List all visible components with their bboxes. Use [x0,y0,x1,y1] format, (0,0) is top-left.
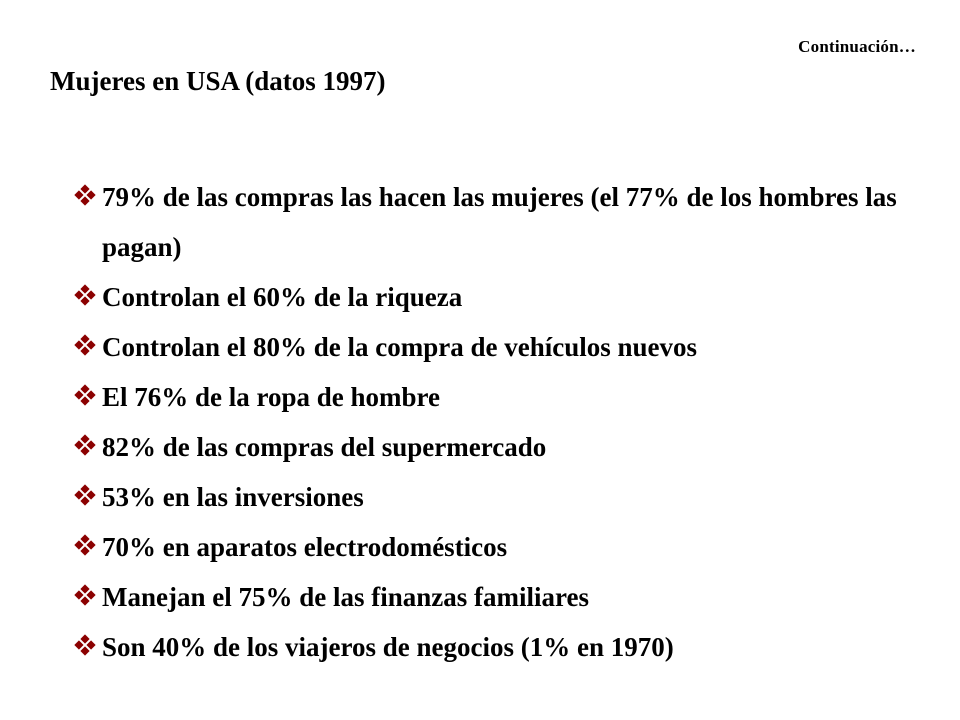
bullet-item [74,372,914,422]
diamond-petal [80,196,89,205]
diamond-petal [80,584,89,593]
bullet-item [74,322,914,372]
bullet-text: 70% en aparatos electrodomésticos [102,532,508,562]
bullet-item [74,622,914,672]
four-diamond-bullet-icon [74,572,102,622]
continuation-label: Continuación… [798,37,916,56]
bullet-item [74,272,914,322]
diamond-petal [80,646,89,655]
four-diamond-bullet-icon [74,472,102,522]
four-diamond-bullet-icon-graphic [74,434,96,456]
diamond-petal [86,440,95,449]
bullet-text: Manejan el 75% de las finanzas familiares [102,582,589,612]
diamond-petal [80,284,89,293]
diamond-petal [86,190,95,199]
four-diamond-bullet-icon-graphic [74,634,96,656]
diamond-petal [80,446,89,455]
bullet-item [74,522,914,572]
bullet-item [74,472,914,522]
diamond-petal [80,534,89,543]
diamond-petal [86,290,95,299]
diamond-petal [74,390,83,399]
diamond-petal [74,590,83,599]
diamond-petal [80,334,89,343]
diamond-petal [74,640,83,649]
diamond-petal [86,640,95,649]
four-diamond-bullet-icon [74,272,102,322]
four-diamond-bullet-icon-graphic [74,384,96,406]
four-diamond-bullet-icon [74,322,102,372]
four-diamond-bullet-icon-graphic [74,284,96,306]
diamond-petal [86,390,95,399]
four-diamond-bullet-icon [74,372,102,422]
diamond-petal [74,540,83,549]
diamond-petal [80,596,89,605]
diamond-petal [80,434,89,443]
bullet-text: 82% de las compras del supermercado [102,432,547,462]
four-diamond-bullet-icon [74,522,102,572]
diamond-petal [80,396,89,405]
diamond-petal [86,590,95,599]
bullet-text: Son 40% de los viajeros de negocios (1% en 1970) [102,632,674,662]
bullet-list [74,172,914,672]
diamond-petal [86,540,95,549]
bullet-text: Controlan el 80% de la compra de vehículos nuevos [102,332,698,362]
diamond-petal [80,484,89,493]
bullet-text: El 76% de la ropa de hombre [102,382,441,412]
diamond-petal [86,490,95,499]
four-diamond-bullet-icon-graphic [74,534,96,556]
diamond-petal [74,340,83,349]
diamond-petal [74,190,83,199]
bullet-item [74,422,914,472]
diamond-petal [80,634,89,643]
four-diamond-bullet-icon [74,622,102,672]
slide-title: Mujeres en USA (datos 1997) [50,66,386,96]
four-diamond-bullet-icon-graphic [74,584,96,606]
bullet-text: Controlan el 60% de la riqueza [102,282,463,312]
four-diamond-bullet-icon-graphic [74,184,96,206]
diamond-petal [80,384,89,393]
diamond-petal [80,496,89,505]
bullet-text: 53% en las inversiones [102,482,364,512]
four-diamond-bullet-icon [74,422,102,472]
diamond-petal [80,184,89,193]
diamond-petal [80,296,89,305]
bullet-item [74,172,914,272]
four-diamond-bullet-icon-graphic [74,484,96,506]
bullet-item [74,572,914,622]
diamond-petal [80,346,89,355]
diamond-petal [74,290,83,299]
four-diamond-bullet-icon [74,172,102,222]
diamond-petal [86,340,95,349]
diamond-petal [74,490,83,499]
bullet-text: 79% de las compras las hacen las mujeres (el 77% de los hombres las pagan) [102,182,897,262]
diamond-petal [74,440,83,449]
diamond-petal [80,546,89,555]
four-diamond-bullet-icon-graphic [74,334,96,356]
